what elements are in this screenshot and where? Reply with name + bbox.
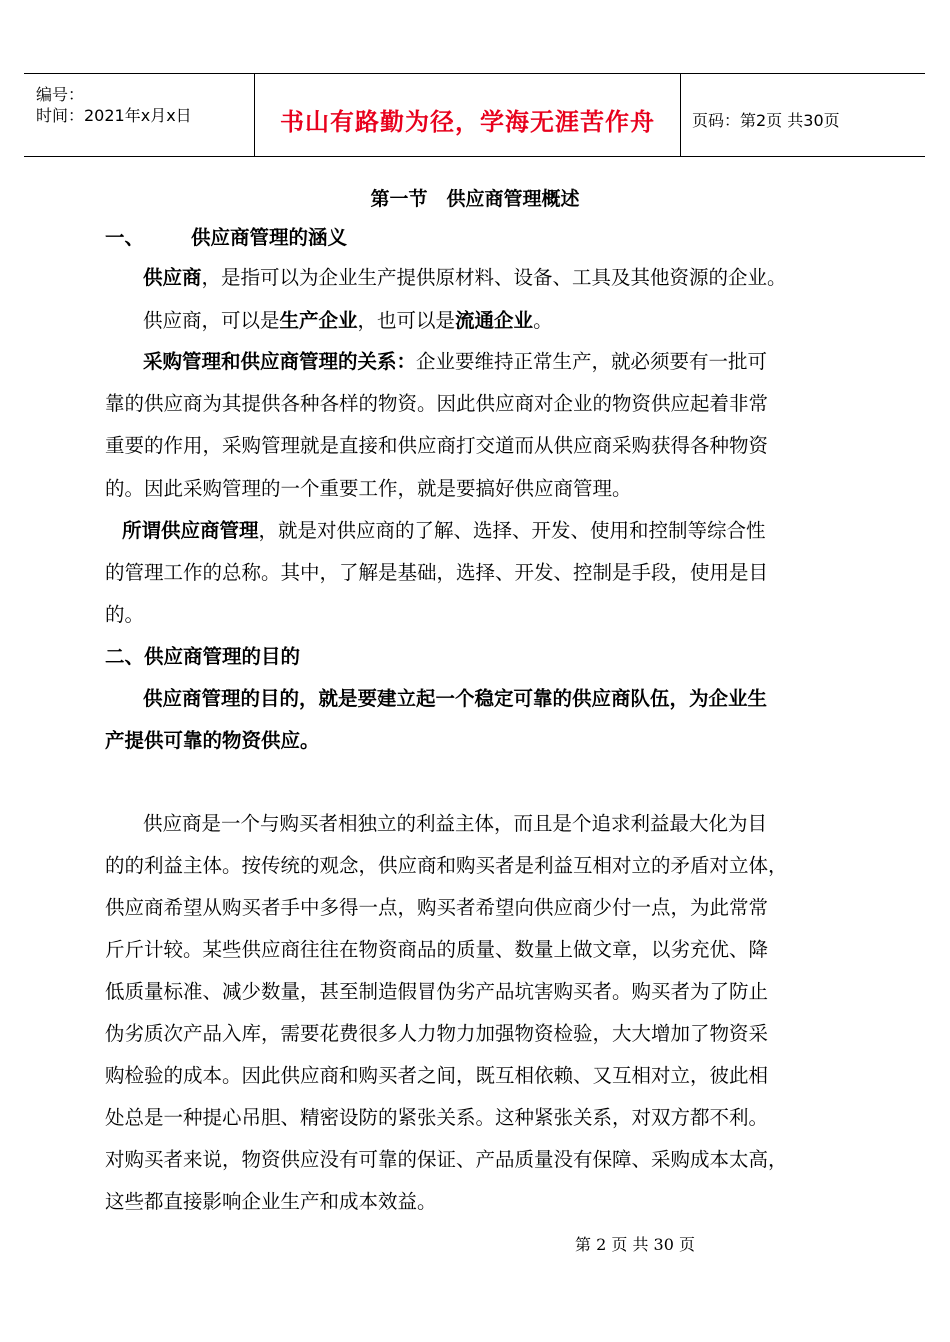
time-label: 时间：2021年x月x日 bbox=[36, 106, 192, 125]
header-right-cell bbox=[680, 74, 925, 156]
paragraph-definition bbox=[143, 266, 787, 290]
header-left-cell bbox=[24, 74, 254, 156]
motto: 书山有路勤为径，学海无涯苦作舟 bbox=[280, 108, 655, 136]
paragraph-body-line: 斤斤计较。某些供应商往往在物资商品的质量、数量上做文章，以劣充优、降 bbox=[105, 938, 769, 961]
paragraph-body-line: 低质量标准、减少数量，甚至制造假冒伪劣产品坑害购买者。购买者为了防止 bbox=[105, 980, 769, 1003]
paragraph-management-line-1 bbox=[122, 519, 766, 543]
term-relation: 采购管理和供应商管理的关系： bbox=[143, 350, 417, 373]
text-segment: ，也可以是 bbox=[357, 309, 456, 332]
paragraph-body-line: 供应商是一个与购买者相独立的利益主体，而且是个追求利益最大化为目 bbox=[143, 812, 768, 835]
definition-text: ，是指可以为企业生产提供原材料、设备、工具及其他资源的企业。 bbox=[201, 266, 787, 289]
page-footer: 第 2 页 共 30 页 bbox=[575, 1235, 695, 1254]
heading-1-text: 供应商管理的涵义 bbox=[191, 226, 348, 249]
term-supplier: 供应商 bbox=[143, 266, 202, 289]
paragraph-relation-line-4: 的。因此采购管理的一个重要工作，就是要搞好供应商管理。 bbox=[105, 477, 632, 500]
paragraph-management-line-3: 的。 bbox=[105, 603, 145, 626]
paragraph-body-line: 对购买者来说，物资供应没有可靠的保证、产品质量没有保障、采购成本太高， bbox=[105, 1148, 788, 1171]
paragraph-relation-line-1 bbox=[143, 350, 767, 374]
paragraph-relation-line-2: 靠的供应商为其提供各种各样的物资。因此供应商对企业的物资供应起着非常 bbox=[105, 392, 769, 415]
text-segment: 企业要维持正常生产，就必须要有一批可 bbox=[416, 350, 768, 373]
paragraph-body-line: 这些都直接影响企业生产和成本效益。 bbox=[105, 1190, 437, 1213]
paragraph-body-line: 的的利益主体。按传统的观念，供应商和购买者是利益互相对立的矛盾对立体， bbox=[105, 854, 788, 877]
heading-1-number: 一、 bbox=[105, 226, 145, 249]
paragraph-body-line: 处总是一种提心吊胆、精密设防的紧张关系。这种紧张关系，对双方都不利。 bbox=[105, 1106, 769, 1129]
text-segment: 供应商，可以是 bbox=[143, 309, 280, 332]
paragraph-supplier-types bbox=[143, 309, 553, 333]
doc-number-label: 编号： bbox=[36, 85, 85, 104]
paragraph-purpose-line-1: 供应商管理的目的，就是要建立起一个稳定可靠的供应商队伍，为企业生 bbox=[143, 687, 768, 710]
heading-1 bbox=[105, 226, 347, 250]
paragraph-body-line: 供应商希望从购买者手中多得一点，购买者希望向供应商少付一点，为此常常 bbox=[105, 896, 769, 919]
term-supplier-management: 所谓供应商管理 bbox=[122, 519, 259, 542]
paragraph-relation-line-3: 重要的作用，采购管理就是直接和供应商打交道而从供应商采购获得各种物资 bbox=[105, 434, 769, 457]
paragraph-body-line: 伪劣质次产品入库，需要花费很多人力物力加强物资检验，大大增加了物资采 bbox=[105, 1022, 769, 1045]
paragraph-management-line-2: 的管理工作的总称。其中，了解是基础，选择、开发、控制是手段，使用是目 bbox=[105, 561, 769, 584]
page-number-label: 页码：第2页 共30页 bbox=[692, 111, 840, 130]
page-header bbox=[24, 73, 925, 157]
text-segment: ，就是对供应商的了解、选择、开发、使用和控制等综合性 bbox=[258, 519, 766, 542]
paragraph-purpose-line-2: 产提供可靠的物资供应。 bbox=[105, 729, 320, 752]
term-circulation-enterprise: 流通企业 bbox=[455, 309, 534, 332]
paragraph-body-line: 购检验的成本。因此供应商和购买者之间，既互相依赖、又互相对立，彼此相 bbox=[105, 1064, 769, 1087]
term-production-enterprise: 生产企业 bbox=[279, 309, 358, 332]
header-center-cell bbox=[254, 74, 681, 156]
heading-2: 二、供应商管理的目的 bbox=[105, 645, 301, 668]
text-segment: 。 bbox=[533, 309, 553, 332]
section-title: 第一节 供应商管理概述 bbox=[370, 188, 580, 210]
